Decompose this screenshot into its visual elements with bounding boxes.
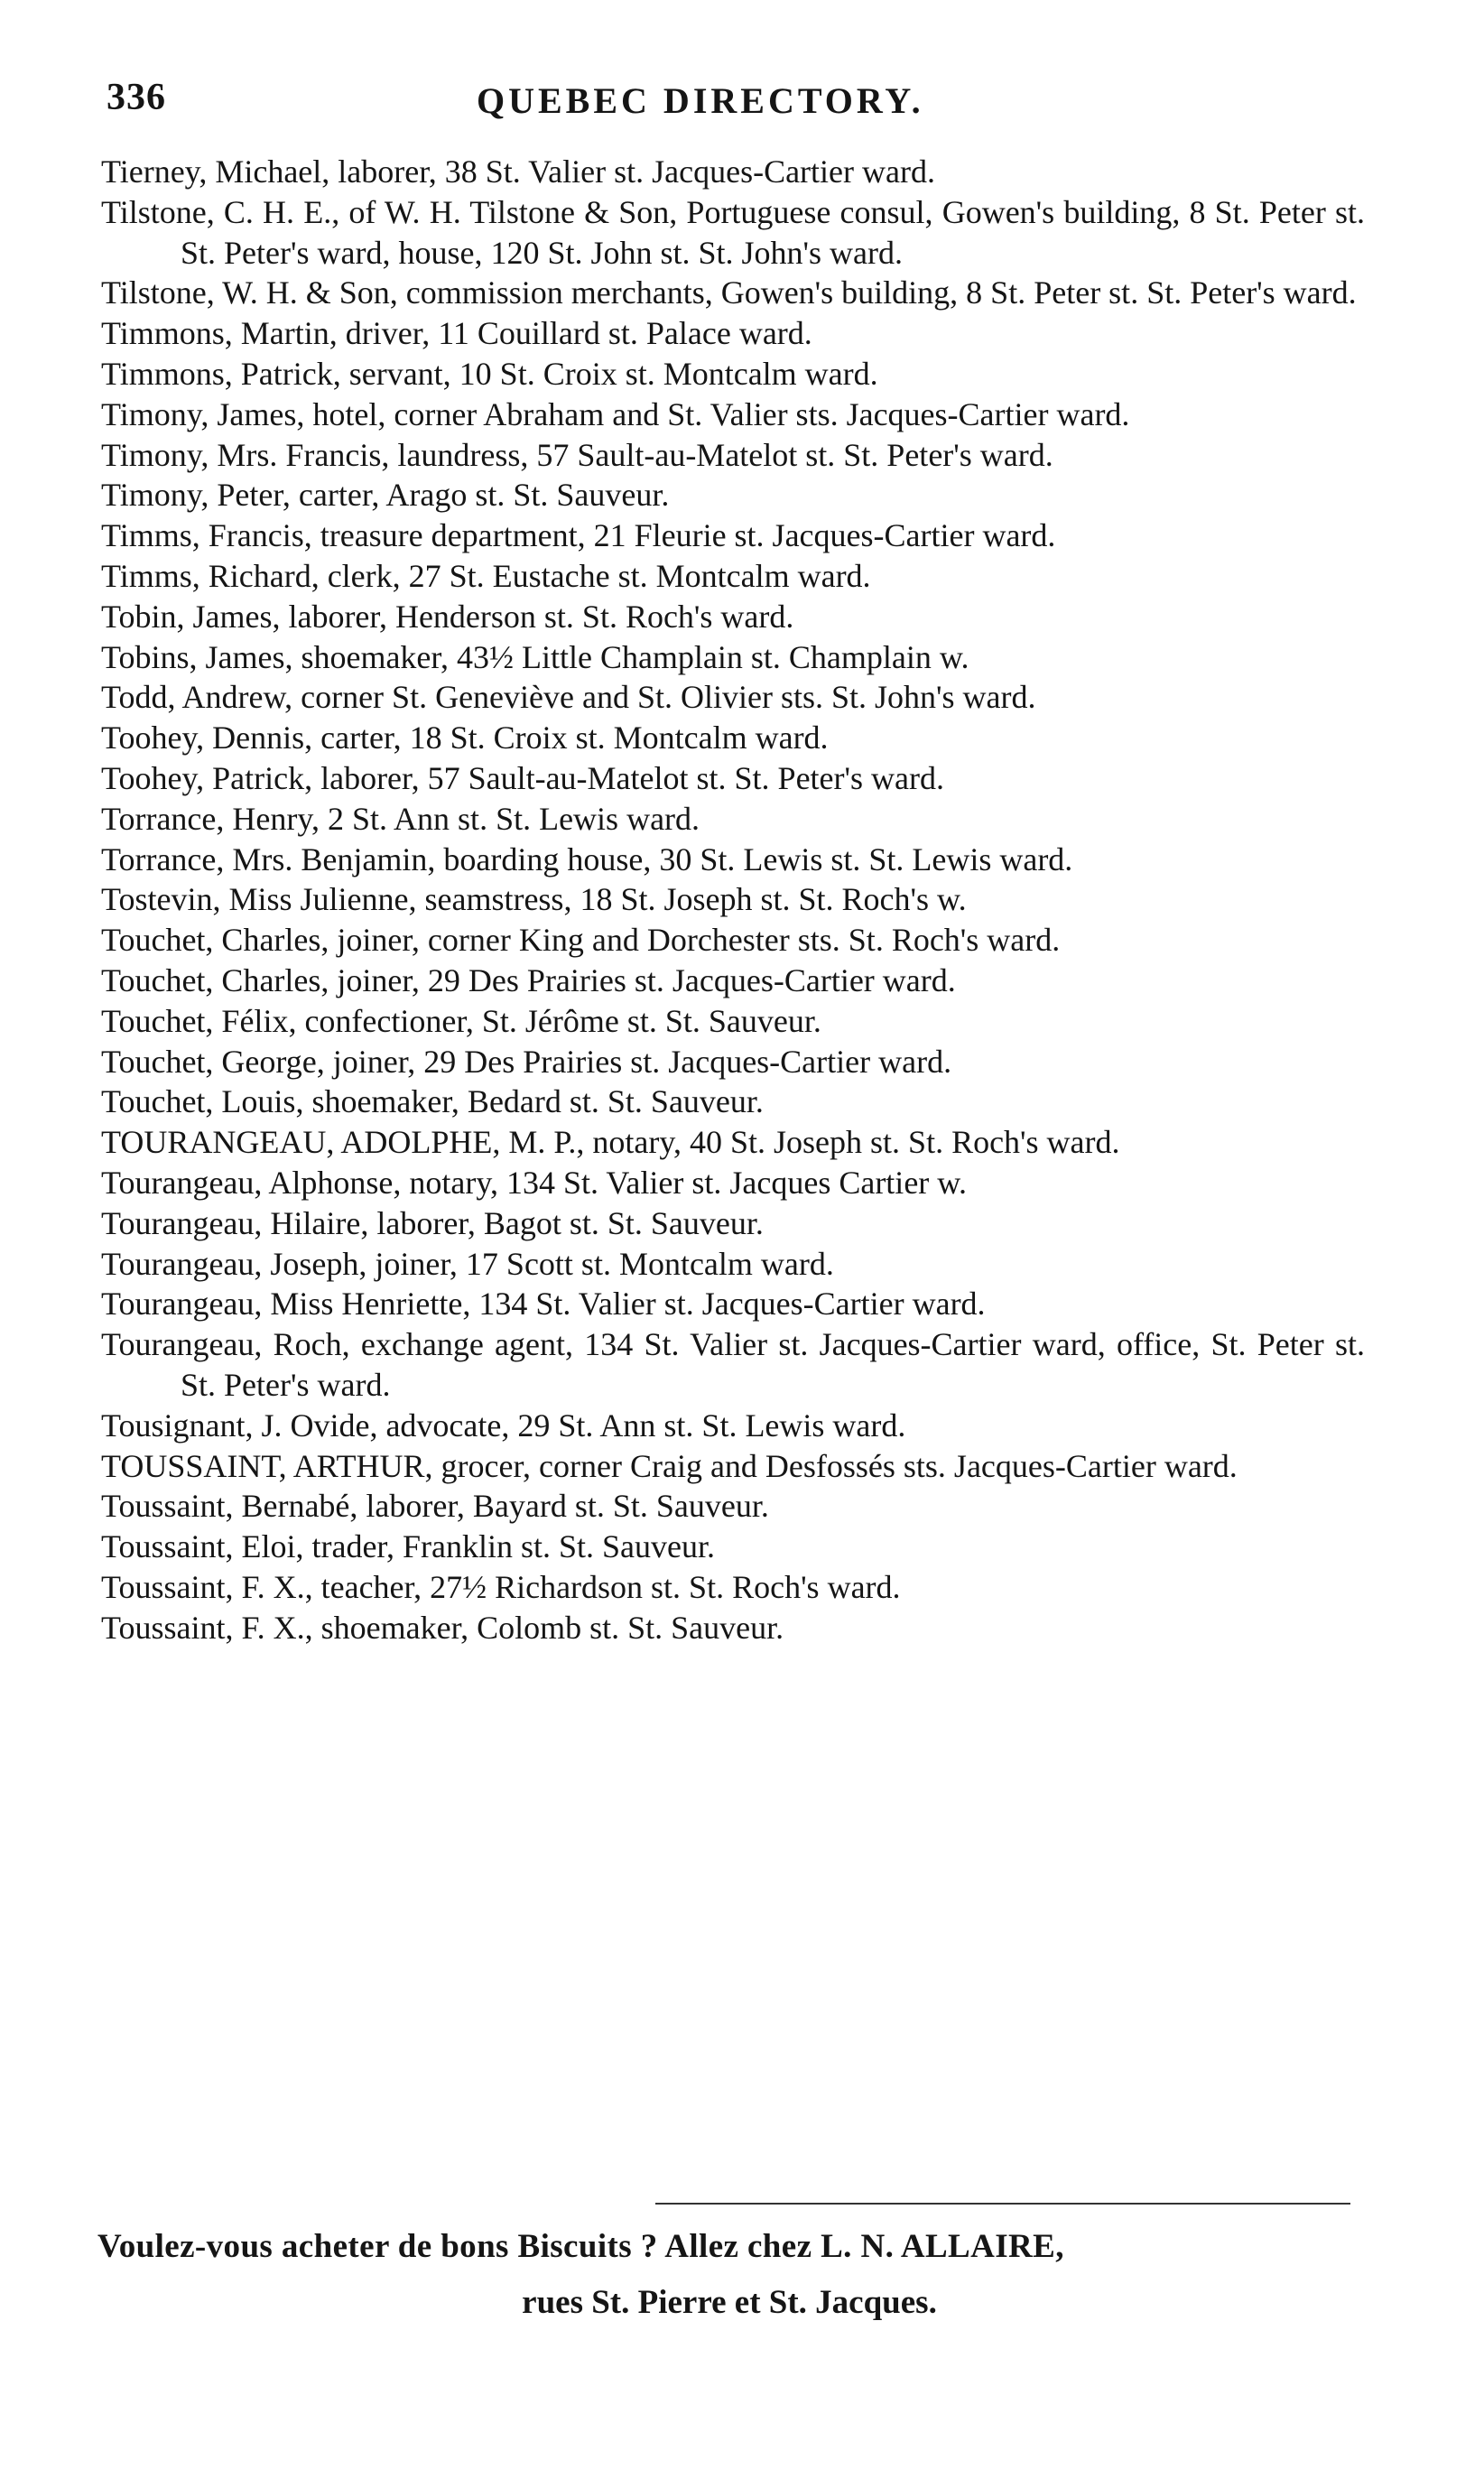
directory-entry: Tousignant, J. Ovide, advocate, 29 St. Ann st. St. Lewis ward. <box>101 1406 906 1444</box>
directory-entry: Toussaint, Bernabé, laborer, Bayard st. St. Sauveur. <box>101 1488 769 1525</box>
directory-entry: Touchet, Charles, joiner, corner King and Dorchester sts. St. Roch's ward. <box>101 922 1061 959</box>
directory-entry: Timms, Richard, clerk, 27 St. Eustache st. Montcalm ward. <box>101 557 871 594</box>
directory-entry: Torrance, Henry, 2 St. Ann st. St. Lewis ward. <box>101 800 700 837</box>
directory-entry: Timony, James, hotel, corner Abraham and St. Valier sts. Jacques-Cartier ward. <box>101 395 1130 432</box>
advertisement-line-2: rues St. Pierre et St. Jacques. <box>522 2284 937 2321</box>
directory-entry: Tierney, Michael, laborer, 38 St. Valier st. Jacques-Cartier ward. <box>101 153 935 190</box>
directory-entry: Touchet, Charles, joiner, 29 Des Prairies st. Jacques-Cartier ward. <box>101 961 956 998</box>
directory-entry: Tourangeau, Alphonse, notary, 134 St. Valier st. Jacques Cartier w. <box>101 1164 967 1201</box>
directory-entry: Todd, Andrew, corner St. Geneviève and St. Olivier sts. St. John's ward. <box>101 679 1036 716</box>
page-header <box>107 76 1370 139</box>
directory-entry: Toussaint, F. X., shoemaker, Colomb st. St. Sauveur. <box>101 1609 784 1646</box>
running-head: QUEBEC DIRECTORY. <box>477 80 924 121</box>
directory-entry: Tilstone, W. H. & Son, commission merchants, Gowen's building, 8 St. Peter st. St. Peter's ward. <box>101 274 1357 311</box>
directory-entries <box>101 152 1365 1648</box>
directory-entry: Tostevin, Miss Julienne, seamstress, 18 St. Joseph st. St. Roch's w. <box>101 881 967 918</box>
directory-entry: Tilstone, C. H. E., of W. H. Tilstone & Son, Portuguese consul, Gowen's building, 8 St. Peter st. St. Peter's ward, house, 120 St. John st. St. John's ward. <box>101 193 1365 271</box>
directory-entry: Tourangeau, Miss Henriette, 134 St. Valier st. Jacques-Cartier ward. <box>101 1286 986 1323</box>
directory-entry: Timony, Mrs. Francis, laundress, 57 Sault-au-Matelot st. St. Peter's ward. <box>101 436 1053 473</box>
directory-entry: TOUSSAINT, ARTHUR, grocer, corner Craig and Desfossés sts. Jacques-Cartier ward. <box>101 1447 1238 1484</box>
directory-entry: Touchet, Louis, shoemaker, Bedard st. St. Sauveur. <box>101 1083 764 1120</box>
directory-entry: Touchet, Félix, confectioner, St. Jérôme st. St. Sauveur. <box>101 1002 821 1039</box>
directory-entry: Timmons, Patrick, servant, 10 St. Croix st. Montcalm ward. <box>101 355 878 392</box>
directory-entry: Tourangeau, Hilaire, laborer, Bagot st. St. Sauveur. <box>101 1204 764 1241</box>
directory-entry: Timmons, Martin, driver, 11 Couillard st. Palace ward. <box>101 315 812 352</box>
directory-entry: Touchet, George, joiner, 29 Des Prairies st. Jacques-Cartier ward. <box>101 1043 952 1080</box>
directory-entry: TOURANGEAU, ADOLPHE, M. P., notary, 40 St. Joseph st. St. Roch's ward. <box>101 1124 1120 1161</box>
directory-entry: Toussaint, F. X., teacher, 27½ Richardson st. St. Roch's ward. <box>101 1568 901 1605</box>
directory-entry: Toohey, Patrick, laborer, 57 Sault-au-Matelot st. St. Peter's ward. <box>101 759 944 796</box>
directory-entry: Torrance, Mrs. Benjamin, boarding house, 30 St. Lewis st. St. Lewis ward. <box>101 840 1073 877</box>
directory-entry: Timms, Francis, treasure department, 21 Fleurie st. Jacques-Cartier ward. <box>101 517 1056 554</box>
directory-entry: Tourangeau, Joseph, joiner, 17 Scott st. Montcalm ward. <box>101 1245 834 1282</box>
advertisement-line-1: Voulez-vous acheter de bons Biscuits ? Allez chez L. N. ALLAIRE, <box>97 2228 1064 2265</box>
advertisement-footer <box>97 2219 1361 2331</box>
directory-entry: Toohey, Dennis, carter, 18 St. Croix st. Montcalm ward. <box>101 719 829 757</box>
directory-entry: Tobins, James, shoemaker, 43½ Little Champlain st. Champlain w. <box>101 638 969 675</box>
directory-entry: Toussaint, Eloi, trader, Franklin st. St. Sauveur. <box>101 1528 715 1565</box>
directory-entry: Tourangeau, Roch, exchange agent, 134 St. Valier st. Jacques-Cartier ward, office, St. Peter st. St. Peter's ward. <box>101 1326 1365 1403</box>
page-number: 336 <box>107 77 166 118</box>
directory-entry: Tobin, James, laborer, Henderson st. St. Roch's ward. <box>101 598 794 635</box>
directory-entry: Timony, Peter, carter, Arago st. St. Sauveur. <box>101 477 670 514</box>
footer-divider <box>655 2203 1350 2205</box>
